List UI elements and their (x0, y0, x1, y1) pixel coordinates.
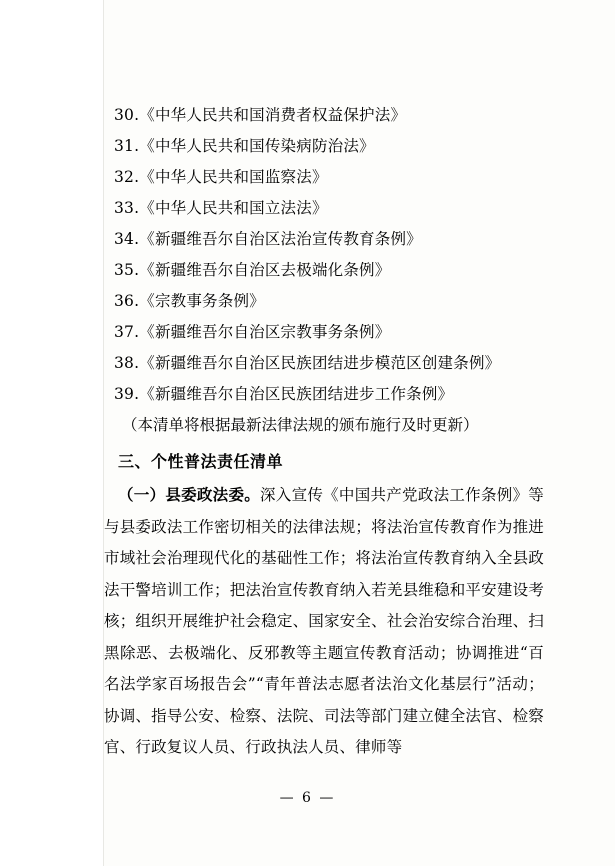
list-item: 38.《新疆维吾尔自治区民族团结进步模范区创建条例》 (114, 354, 501, 372)
list-item: 30.《中华人民共和国消费者权益保护法》 (114, 106, 407, 124)
list-item: 33.《中华人民共和国立法法》 (114, 199, 328, 217)
list-item: 35.《新疆维吾尔自治区去极端化条例》 (114, 261, 391, 279)
page-content (104, 100, 544, 764)
law-list (104, 100, 544, 410)
body-paragraph (104, 480, 544, 764)
list-item: 37.《新疆维吾尔自治区宗教事务条例》 (114, 323, 391, 341)
list-item: 39.《新疆维吾尔自治区民族团结进步工作条例》 (114, 385, 454, 403)
list-update-note: （本清单将根据最新法律法规的颁布施行及时更新） (122, 416, 479, 434)
paragraph-body-text: 深入宣传《中国共产党政法工作条例》等与县委政法工作密切相关的法律法规；将法治宣传教育作为推进市域社会治理现代化的基础性工作；将法治宣传教育纳入全县政法干警培训工作；把法治宣传教育纳入若羌县维稳和平安建设考核；组织开展维护社会稳定、国家安全、社会治安综合治理、扫黑除恶、去极端化、反邪教等主题宣传教育活动；协调推进“百名法学家百场报告会”“青年普法志愿者法治文化基层行”活动；协调、指导公安、检察、法院、司法等部门建立健全法官、检察官、行政复议人员、行政执法人员、律师等 (104, 486, 544, 756)
list-item: 36.《宗教事务条例》 (114, 292, 265, 310)
list-item: 32.《中华人民共和国监察法》 (114, 168, 328, 186)
paragraph-lead-label: （一）县委政法委。 (118, 486, 261, 504)
page-number: — 6 — (279, 790, 336, 806)
list-item: 34.《新疆维吾尔自治区法治宣传教育条例》 (114, 230, 422, 248)
list-item: 31.《中华人民共和国传染病防治法》 (114, 137, 375, 155)
section-heading: 三、个性普法责任清单 (118, 452, 284, 471)
page-left-margin (0, 0, 104, 866)
